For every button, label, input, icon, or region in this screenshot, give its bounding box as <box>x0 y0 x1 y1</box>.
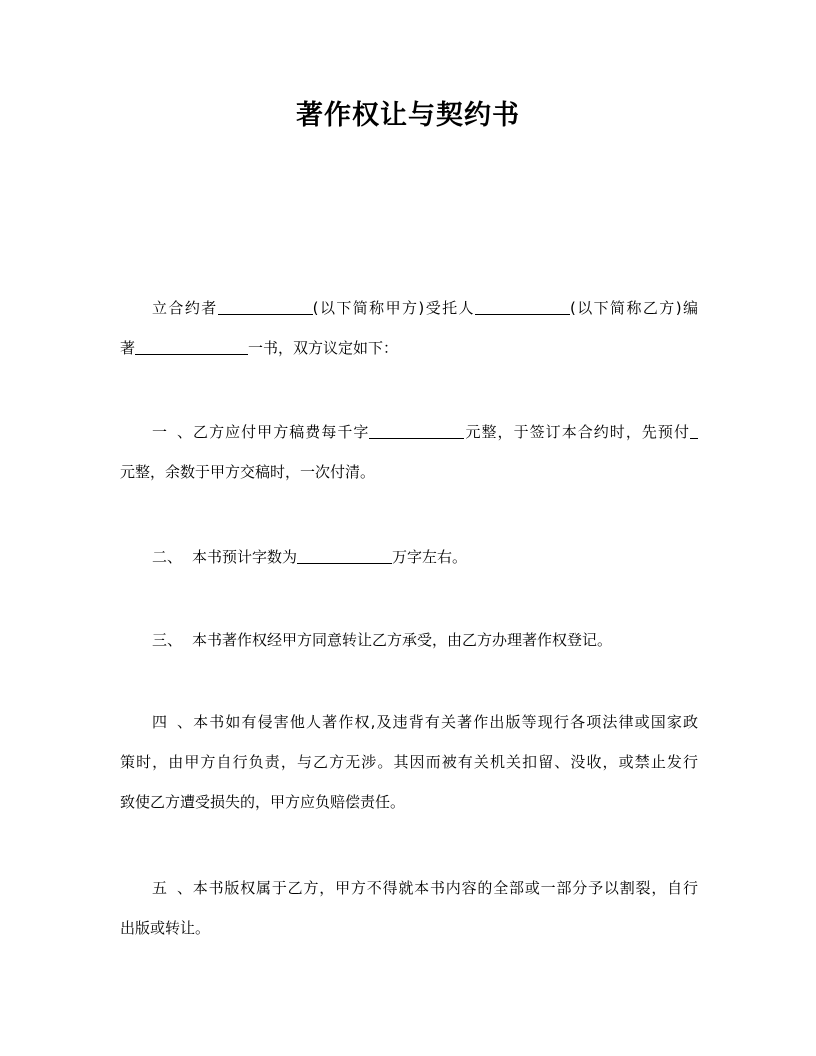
blank-line <box>218 298 313 315</box>
clause-1-line-2: 元整，余数于甲方交稿时，一次付清。 <box>120 463 376 481</box>
intro-text: (以下简称乙方)编 <box>569 299 698 317</box>
intro-line-1 <box>120 294 698 322</box>
clause-4-line-2: 策时，由甲方自行负责，与乙方无涉。其因而被有关机关扣留、没收，或禁止发行 <box>120 753 698 771</box>
clause-text: 万字左右。 <box>392 548 468 566</box>
clause-number: 一、 <box>152 423 192 441</box>
intro-text: 立合约者 <box>152 299 218 317</box>
document-title: 著作权让与契约书 <box>296 100 520 131</box>
clause-1-line-1 <box>120 418 698 446</box>
intro-text: 著 <box>120 339 136 357</box>
clause-4-line-3: 致使乙方遭受损失的，甲方应负赔偿责任。 <box>120 793 406 811</box>
blank-line <box>297 547 392 564</box>
clause-3-line-1 <box>120 626 698 654</box>
clause-number: 三、 <box>152 631 183 649</box>
clause-4 <box>120 708 698 816</box>
clause-4-line-1 <box>120 708 698 736</box>
clause-2 <box>120 543 698 571</box>
clause-number: 四、 <box>152 713 192 731</box>
intro-text: (以下简称甲方)受托人 <box>312 299 475 317</box>
clause-text: 元整，于签订本合约时，先预付 <box>464 423 690 441</box>
clause-text: 本书如有侵害他人著作权,及违背有关著作出版等现行各项法律或国家政 <box>192 713 698 731</box>
clause-text: 本书版权属于乙方，甲方不得就本书内容的全部或一部分予以割裂，自行 <box>192 879 698 897</box>
clause-number: 二、 <box>152 548 183 566</box>
clause-2-line-1 <box>120 543 698 571</box>
clause-text: 本书著作权经甲方同意转让乙方承受，由乙方办理著作权登记。 <box>192 631 613 649</box>
blank-line <box>135 338 248 355</box>
clause-text: 乙方应付甲方稿费每千字 <box>192 423 370 441</box>
clause-1 <box>120 418 698 486</box>
clause-5-line-1 <box>120 874 698 902</box>
clause-3 <box>120 626 698 654</box>
clause-text: 本书预计字数为 <box>192 548 298 566</box>
clause-number: 五、 <box>152 879 192 897</box>
clause-5 <box>120 874 698 942</box>
blank-line <box>369 422 464 439</box>
clause-5-line-2: 出版或转让。 <box>120 919 211 937</box>
blank-line <box>475 298 570 315</box>
blank-line <box>690 422 698 439</box>
intro-text: 一书，双方议定如下： <box>248 339 399 357</box>
intro-paragraph <box>120 294 698 362</box>
intro-line-2 <box>120 334 698 362</box>
